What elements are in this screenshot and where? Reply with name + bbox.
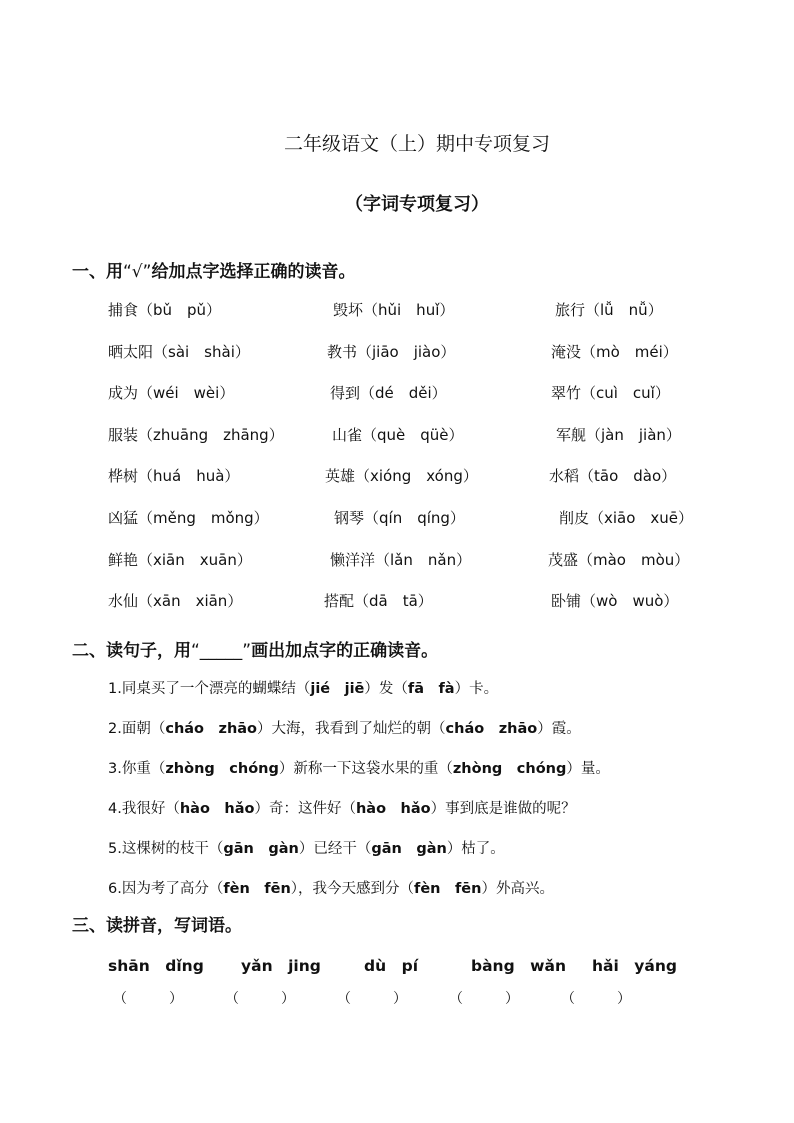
pinyin-choice-item: 水仙（xān xiān） <box>108 592 243 611</box>
pinyin-choice-item: 晒太阳（sài shài） <box>108 342 250 361</box>
answer-blank: （ ） <box>225 991 295 1007</box>
pinyin-choice-item: 茂盛（mào mòu） <box>548 550 690 569</box>
answer-blank: （ ） <box>449 991 519 1007</box>
pinyin-option: hào hǎo <box>355 801 431 817</box>
pinyin-word: hǎi yáng <box>592 957 678 975</box>
pinyin-choice-item: 翠竹（cuì cuǐ） <box>551 384 670 403</box>
pinyin-choice-item: 山雀（què qüè） <box>332 425 464 444</box>
pinyin-option: hào hǎo <box>179 801 255 817</box>
sentence-item <box>108 877 554 898</box>
pinyin-option: jié jiē <box>310 681 365 697</box>
sentence-text: ）新称一下这袋水果的重（ <box>278 761 453 777</box>
pinyin-choice-item: 捕食（bǔ pǔ） <box>108 301 222 319</box>
sentence-text: ）枯了。 <box>446 841 505 857</box>
pinyin-word: yǎn jing <box>241 957 321 975</box>
pinyin-option: cháo zhāo <box>445 721 538 737</box>
pinyin-choice-item: 得到（dé děi） <box>330 384 447 403</box>
pinyin-option: fèn fēn <box>223 881 291 897</box>
pinyin-option: gān gàn <box>371 841 447 857</box>
sentence-text: ）大海，我看到了灿烂的朝（ <box>257 721 446 737</box>
pinyin-choice-item: 卧铺（wò wuò） <box>551 592 679 611</box>
sentence-item <box>108 797 576 818</box>
section-1-heading-start: 一、用 <box>72 262 123 282</box>
sentence-text: ）发（ <box>364 681 408 697</box>
sentence-item <box>108 677 498 698</box>
sentence-text: ）霞。 <box>537 721 581 737</box>
pinyin-choice-item: 水稻（tāo dào） <box>549 467 677 486</box>
pinyin-word: dù pí <box>364 957 419 975</box>
answer-blank: （ ） <box>113 991 183 1007</box>
section-1-heading <box>72 257 355 282</box>
pinyin-choice-item: 英雄（xióng xóng） <box>325 467 478 486</box>
pinyin-choice-item: 教书（jiāo jiào） <box>327 342 456 361</box>
pinyin-choice-item: 军舰（jàn jiàn） <box>556 425 681 444</box>
pinyin-choice-item: 淹没（mò méi） <box>551 342 678 361</box>
section-2-heading-end: 画出加点字的正确读音。 <box>251 641 439 661</box>
pinyin-option: zhòng chóng <box>165 761 279 777</box>
sentence-text: ）奇：这件好（ <box>254 801 356 817</box>
pinyin-option: fèn fēn <box>414 881 482 897</box>
sentence-item <box>108 837 505 858</box>
pinyin-choice-item: 服装（zhuāng zhāng） <box>108 425 284 444</box>
pinyin-word: bàng wǎn <box>471 957 566 975</box>
answer-blank: （ ） <box>337 991 407 1007</box>
underline-symbol: “_____” <box>191 641 252 661</box>
sentence-text: 5.这棵树的枝干（ <box>108 841 224 857</box>
pinyin-option: cháo zhāo <box>165 721 258 737</box>
pinyin-word: shān dǐng <box>108 957 204 975</box>
sentence-text: ），我今天感到分（ <box>290 881 415 897</box>
sentence-item <box>108 717 581 738</box>
pinyin-choice-item: 搭配（dā tā） <box>324 592 433 611</box>
pinyin-option: gān gàn <box>223 841 299 857</box>
pinyin-choice-item: 桦树（huá huà） <box>108 467 240 486</box>
section-3-heading: 三、读拼音，写词语。 <box>72 916 242 936</box>
page-title: 二年级语文（上）期中专项复习 <box>283 133 550 155</box>
checkmark-symbol: “√” <box>123 262 152 282</box>
sentence-text: ）已经干（ <box>298 841 372 857</box>
sentence-text: ）卡。 <box>454 681 499 697</box>
pinyin-choice-item: 成为（wéi wèi） <box>108 384 235 403</box>
section-1-heading-end: 给加点字选择正确的读音。 <box>151 262 356 282</box>
sentence-text: 1.同桌买了一个漂亮的蝴蝶结（ <box>108 681 311 697</box>
pinyin-choice-item: 削皮（xiāo xuē） <box>559 509 694 527</box>
pinyin-choice-item: 钢琴（qín qíng） <box>334 509 465 527</box>
pinyin-choice-item: 懒洋洋（lǎn nǎn） <box>330 550 472 569</box>
sentence-text: 6.因为考了高分（ <box>108 881 224 897</box>
section-2-heading-start: 二、读句子，用 <box>72 641 191 661</box>
sentence-text: ）量。 <box>566 761 610 777</box>
pinyin-choice-item: 旅行（lǚ nǚ） <box>555 301 663 319</box>
sentence-item <box>108 757 610 778</box>
sentence-text: 2.面朝（ <box>108 721 166 737</box>
pinyin-choice-item: 凶猛（měng mǒng） <box>108 509 269 527</box>
pinyin-choice-item: 毁坏（hǔi huǐ） <box>333 301 455 319</box>
pinyin-choice-item: 鲜艳（xiān xuān） <box>108 550 252 569</box>
sentence-text: 4.我很好（ <box>108 801 180 817</box>
pinyin-option: zhòng chóng <box>452 761 567 777</box>
sentence-text: ）事到底是谁做的呢？ <box>430 801 576 817</box>
sentence-text: ）外高兴。 <box>481 881 554 897</box>
pinyin-option: fā fà <box>407 681 455 697</box>
section-2-heading <box>72 636 438 661</box>
page-subtitle: （字词专项复习） <box>345 194 489 215</box>
answer-blank: （ ） <box>561 991 631 1007</box>
sentence-text: 3.你重（ <box>108 761 166 777</box>
